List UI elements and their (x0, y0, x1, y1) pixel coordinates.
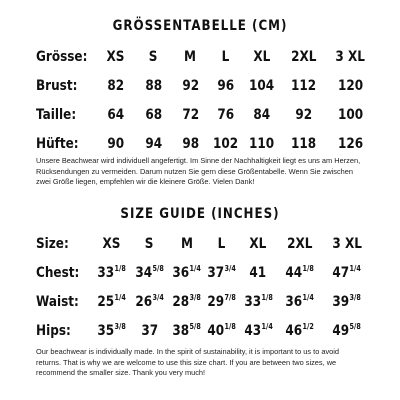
imperial-cell: $38^{5/8}$ (172, 322, 201, 339)
metric-cell: 94 (144, 135, 162, 152)
imperial-cell: $40^{1/8}$ (207, 322, 236, 339)
metric-cell: 72 (181, 106, 199, 123)
metric-title: GRÖSSENTABELLE (CM) (112, 18, 288, 34)
imperial-size-l: L (217, 235, 226, 252)
imperial-cell: $37^{3/4}$ (207, 264, 236, 281)
metric-cell: 84 (253, 106, 271, 123)
metric-row-label: Taille: (36, 106, 77, 123)
metric-cell: 102 (212, 135, 238, 152)
metric-header-label: Grösse: (36, 48, 88, 65)
imperial-size-3xl: 3 XL (331, 235, 362, 252)
metric-cell: 120 (337, 77, 363, 94)
imperial-size-2xl: 2XL (287, 235, 313, 252)
metric-cell: 104 (249, 77, 275, 94)
imperial-cell: 37 (140, 323, 158, 339)
imperial-title: SIZE GUIDE (INCHES) (120, 206, 280, 222)
imperial-row-chest (36, 258, 372, 287)
metric-size-2xl: 2XL (290, 48, 316, 65)
imperial-cell: $43^{1/4}$ (243, 322, 273, 339)
metric-cell: 90 (106, 135, 124, 152)
metric-cell: 98 (181, 135, 199, 152)
metric-cell: 92 (181, 77, 199, 94)
metric-cell: 76 (216, 106, 234, 123)
metric-row-hips (36, 129, 376, 158)
metric-cell: 110 (249, 135, 275, 152)
imperial-row-label: Hips: (36, 322, 71, 339)
imperial-cell: $34^{5/8}$ (135, 264, 164, 281)
imperial-cell: $33^{1/8}$ (97, 264, 126, 281)
imperial-note: Our beachwear is individually made. In the spirit of sustainability, it is important to us to avoid returns. That is why we are welcome to use this size chart. If you are between two sizes, we recommend the smaller size. Thank you very much! (36, 347, 340, 378)
imperial-size-table (36, 229, 372, 345)
imperial-size-xs: XS (102, 235, 121, 252)
metric-size-m: M (184, 48, 197, 65)
imperial-cell: $44^{1/8}$ (285, 264, 314, 281)
metric-cell: 118 (290, 135, 316, 152)
imperial-row-label: Chest: (36, 264, 80, 281)
metric-cell: 88 (144, 77, 162, 94)
metric-size-3xl: 3 XL (335, 48, 366, 65)
metric-row-chest (36, 71, 376, 100)
metric-size-table (36, 42, 376, 158)
imperial-size-s: S (145, 235, 154, 252)
metric-cell: 126 (337, 135, 363, 152)
metric-cell: 68 (144, 106, 162, 123)
imperial-size-xl: XL (249, 235, 267, 252)
imperial-cell: 41 (249, 265, 267, 281)
imperial-cell: $28^{3/8}$ (172, 293, 201, 310)
metric-size-xl: XL (253, 48, 271, 65)
metric-cell: 112 (290, 77, 316, 94)
metric-row-label: Hüfte: (36, 135, 79, 152)
metric-row-waist (36, 100, 376, 129)
imperial-cell: $36^{1/4}$ (172, 264, 201, 281)
imperial-cell: $33^{1/8}$ (243, 293, 273, 310)
metric-cell: 96 (216, 77, 234, 94)
imperial-cell: $49^{5/8}$ (332, 322, 361, 339)
metric-cell: 100 (337, 106, 363, 123)
metric-row-label: Brust: (36, 77, 78, 94)
metric-size-l: L (221, 48, 230, 65)
metric-cell: 92 (294, 106, 312, 123)
imperial-row-waist (36, 287, 372, 316)
metric-size-xs: XS (106, 48, 125, 65)
imperial-header-label: Size: (36, 235, 69, 252)
imperial-cell: $36^{1/4}$ (285, 293, 314, 310)
imperial-row-hips (36, 316, 372, 345)
imperial-cell: $25^{1/4}$ (97, 293, 126, 310)
imperial-cell: $35^{3/8}$ (97, 322, 126, 339)
metric-cell: 82 (106, 77, 124, 94)
metric-size-s: S (148, 48, 158, 65)
metric-cell: 64 (106, 106, 124, 123)
metric-header-row (36, 42, 376, 71)
metric-note: Unsere Beachwear wird individuell angefertigt. Im Sinne der Nachhaltigkeit liegt es uns am Herzen, Rücksendungen zu vermeiden. Darum nutzen Sie gern diese Größentabelle. Wenn Sie zwischen zwei Größe liegen, empfehlen wir die kleinere Größe. Vielen Dank! (36, 156, 361, 187)
imperial-cell: $29^{7/8}$ (207, 293, 236, 310)
imperial-cell: $26^{3/4}$ (135, 293, 164, 310)
imperial-cell: $47^{1/4}$ (332, 264, 361, 281)
imperial-cell: $39^{3/8}$ (332, 293, 361, 310)
imperial-header-row (36, 229, 372, 258)
imperial-row-label: Waist: (36, 293, 79, 310)
imperial-size-m: M (180, 235, 193, 252)
imperial-cell: $46^{1/2}$ (285, 322, 314, 339)
